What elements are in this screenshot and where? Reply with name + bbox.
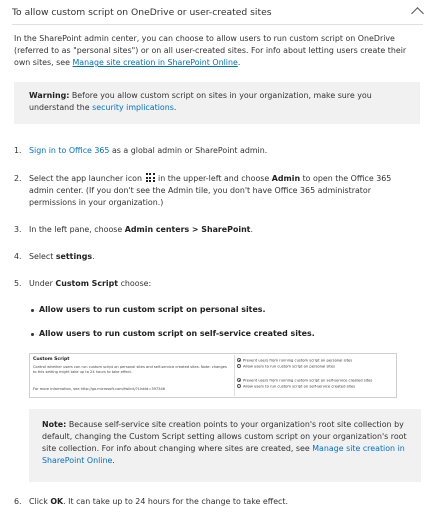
warning-end: . bbox=[173, 103, 177, 112]
step-2-mid: in the upper-left and choose bbox=[155, 174, 272, 183]
note-label: Note: bbox=[42, 420, 67, 429]
radio-unselected-icon[interactable] bbox=[237, 384, 241, 388]
step-3-post: . bbox=[250, 225, 253, 234]
step-2-pre: Select the app launcher icon bbox=[29, 174, 145, 183]
header-divider bbox=[12, 24, 423, 25]
sign-in-link[interactable]: Sign in to Office 365 bbox=[29, 146, 110, 155]
bullet-item: Allow users to run custom script on self-service created sites. bbox=[39, 329, 315, 338]
radio-selected-icon[interactable] bbox=[237, 358, 241, 362]
intro-text: In the SharePoint admin center, you can choose to allow users to run custom script on OneDrive (referred to as "personal sites") or on all user-created sites. For info about letting users create their own sites, see bbox=[14, 34, 407, 67]
step-2-post: to open the Office 365 admin center. (If you don't see the Admin tile, you don't have Office 365 administrator permissions in your organization.) bbox=[29, 174, 392, 207]
bullet-icon bbox=[31, 333, 34, 336]
warning-body: Before you allow custom script on sites in your organization, make sure you understand the bbox=[29, 91, 372, 112]
step-4-post: . bbox=[92, 252, 95, 261]
step-6 bbox=[29, 496, 421, 508]
custom-script-label: Custom Script bbox=[55, 279, 119, 288]
radio-label: Prevent users from running custom script on self-service created sites bbox=[243, 378, 373, 383]
step-5 bbox=[29, 278, 421, 290]
step-6-pre: Click bbox=[29, 497, 51, 506]
radio-selected-icon[interactable] bbox=[237, 378, 241, 382]
bullet-icon bbox=[31, 309, 34, 312]
manage-site-creation-link[interactable]: Manage site creation in SharePoint Online bbox=[72, 58, 238, 67]
step-2 bbox=[29, 173, 417, 209]
warning-label: Warning: bbox=[29, 91, 70, 100]
step-number: 6. bbox=[14, 497, 22, 506]
bullet-item: Allow users to run custom script on personal sites. bbox=[39, 305, 266, 314]
step-4-pre: Select bbox=[29, 252, 56, 261]
app-launcher-icon bbox=[146, 173, 155, 182]
step-number: 3. bbox=[14, 225, 22, 234]
radio-label: Prevent users from running custom script on personal sites bbox=[243, 358, 353, 363]
panel-divider bbox=[234, 355, 235, 396]
ok-label: OK bbox=[50, 497, 64, 506]
radio-option[interactable] bbox=[237, 358, 352, 363]
note-text bbox=[42, 419, 414, 467]
panel-more-info: For more information, see http://go.microsoft.com/fwlink/?LinkId=397546 bbox=[33, 387, 166, 391]
warning-text bbox=[29, 90, 409, 114]
step-1 bbox=[29, 145, 421, 157]
custom-script-settings-panel bbox=[29, 353, 397, 398]
manage-site-creation-note-link[interactable]: Manage site creation in SharePoint Online bbox=[42, 444, 405, 465]
note-callout bbox=[29, 409, 421, 482]
intro-end: . bbox=[237, 58, 241, 67]
step-4 bbox=[29, 251, 421, 263]
step-5-post: choose: bbox=[118, 279, 152, 288]
security-implications-link[interactable]: security implications bbox=[92, 103, 174, 112]
radio-option[interactable] bbox=[237, 378, 372, 383]
note-end: . bbox=[112, 456, 115, 465]
radio-label: Allow users to run custom script on personal sites bbox=[243, 364, 336, 369]
radio-label: Allow users to run custom script on self-service created sites bbox=[243, 384, 356, 389]
radio-option[interactable] bbox=[237, 384, 355, 389]
step-number: 1. bbox=[14, 146, 22, 155]
panel-description: Control whether users can run custom script on personal sites and self-service created sites. Note: changes to this setting might take up to 24 hours to take effect. bbox=[33, 365, 227, 374]
step-number: 2. bbox=[14, 174, 22, 183]
section-title: To allow custom script on OneDrive or user-created sites bbox=[12, 7, 272, 18]
settings-label: settings bbox=[55, 252, 93, 261]
note-body: Because self-service site creation points to your organization's root site collection by default, changing the Custom Script setting allows custom script on your organization's root site collection. For info about changing where sites are created, see bbox=[42, 420, 407, 453]
chevron-up-icon[interactable] bbox=[411, 7, 424, 20]
step-3 bbox=[29, 224, 421, 236]
step-number: 4. bbox=[14, 252, 22, 261]
step-5-pre: Under bbox=[29, 279, 56, 288]
step-number: 5. bbox=[14, 279, 22, 288]
step-1-text: as a global admin or SharePoint admin. bbox=[109, 146, 268, 155]
radio-option[interactable] bbox=[237, 364, 335, 369]
section-header[interactable] bbox=[12, 6, 422, 22]
radio-unselected-icon[interactable] bbox=[237, 364, 241, 368]
step-3-pre: In the left pane, choose bbox=[29, 225, 125, 234]
step-6-post: . It can take up to 24 hours for the change to take effect. bbox=[63, 497, 288, 506]
admin-centers-label: Admin centers > SharePoint bbox=[124, 225, 251, 234]
intro-paragraph bbox=[14, 33, 418, 69]
panel-title: Custom Script bbox=[33, 357, 70, 362]
admin-label: Admin bbox=[271, 174, 301, 183]
warning-callout bbox=[14, 82, 420, 124]
